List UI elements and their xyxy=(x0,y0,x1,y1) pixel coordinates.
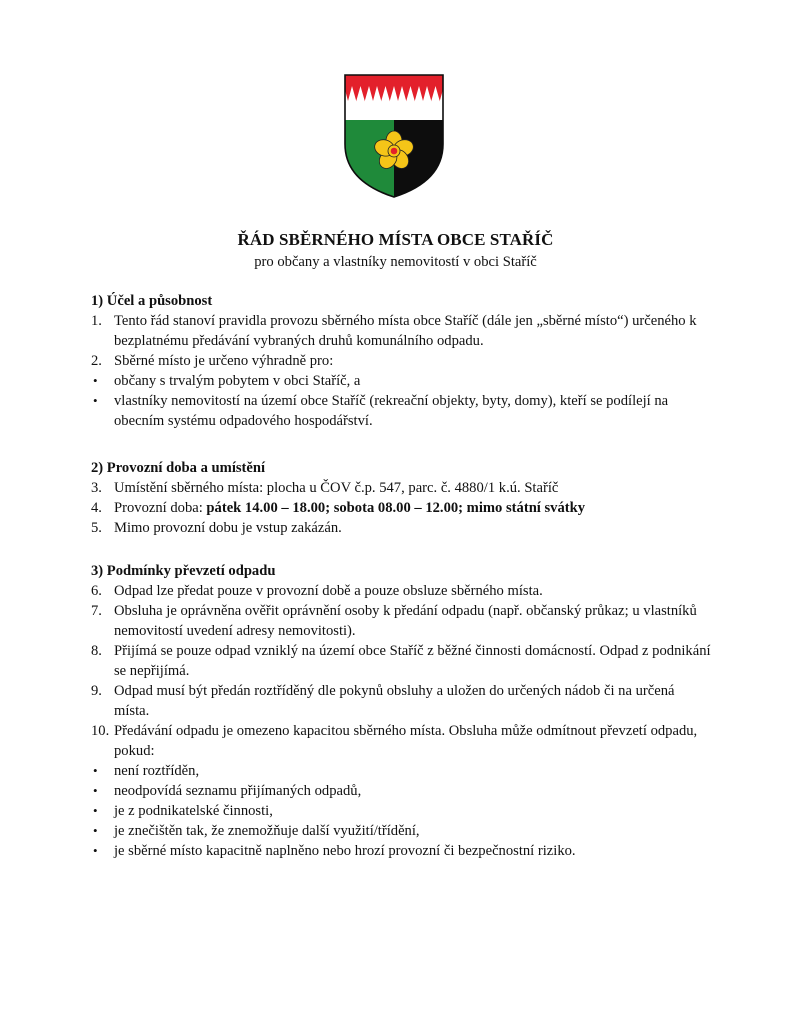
list-marker: 9. xyxy=(91,683,102,699)
list-item xyxy=(91,821,711,841)
list-marker: 4. xyxy=(91,500,102,516)
bullet-icon: • xyxy=(93,763,98,778)
document-title: ŘÁD SBĚRNÉHO MÍSTA OBCE STAŘÍČ xyxy=(237,230,554,249)
list-item xyxy=(91,801,711,821)
list-item-text: Předávání odpadu je omezeno kapacitou sběrného místa. Obsluha může odmítnout převzetí odpadu, pokud: xyxy=(114,723,698,759)
section-conditions xyxy=(91,561,711,861)
section-heading: 1) Účel a působnost xyxy=(91,293,213,309)
coat-of-arms xyxy=(344,74,444,198)
list-item xyxy=(91,601,711,641)
bullet-icon: • xyxy=(93,843,98,858)
list-item xyxy=(91,311,711,351)
list-item xyxy=(91,721,711,761)
list-marker: 3. xyxy=(91,480,102,496)
document-subtitle: pro občany a vlastníky nemovitostí v obci Staříč xyxy=(254,254,537,270)
list-item xyxy=(91,478,711,498)
bullet-icon: • xyxy=(93,783,98,798)
list-item-text: Obsluha je oprávněna ověřit oprávnění osoby k předání odpadu (např. občanský průkaz; u vlastníků nemovitostí uvedení adresy nemovitosti). xyxy=(114,603,697,639)
list-item xyxy=(91,641,711,681)
hours-label: Provozní doba: xyxy=(114,500,207,516)
list-item-text: Odpad musí být předán roztříděný dle pokynů obsluhy a uložen do určených nádob či na určená místa. xyxy=(114,683,675,719)
list-marker: 10. xyxy=(91,723,110,739)
section-purpose xyxy=(91,291,711,431)
list-item-text: vlastníky nemovitostí na území obce Staříč (rekreační objekty, byty, domy), kteří se podílejí na obecním systému odpadového hospodářství. xyxy=(114,393,669,429)
list-item xyxy=(91,761,711,781)
section-heading: 2) Provozní doba a umístění xyxy=(91,460,266,476)
list-item-text: neodpovídá seznamu přijímaných odpadů, xyxy=(114,783,362,799)
list-marker: 2. xyxy=(91,353,102,369)
list-item-text: Umístění sběrného místa: plocha u ČOV č.p. 547, parc. č. 4880/1 k.ú. Staříč xyxy=(114,480,559,496)
list-item-text: je znečištěn tak, že znemožňuje další využití/třídění, xyxy=(114,823,420,839)
list-item-text: občany s trvalým pobytem v obci Staříč, a xyxy=(114,373,361,389)
list-item-text: Přijímá se pouze odpad vzniklý na území obce Staříč z běžné činnosti domácností. Odpad z podnikání se nepřijímá. xyxy=(114,643,711,679)
list-item-text: není roztříděn, xyxy=(114,763,200,779)
hours-value: pátek 14.00 – 18.00; sobota 08.00 – 12.00; mimo státní svátky xyxy=(206,500,586,516)
list-item-text: je sběrné místo kapacitně naplněno nebo hrozí provozní či bezpečnostní riziko. xyxy=(114,843,576,859)
list-item xyxy=(91,581,711,601)
list-item xyxy=(91,518,711,538)
list-marker: 1. xyxy=(91,313,102,329)
list-item-text: Mimo provozní dobu je vstup zakázán. xyxy=(114,520,342,536)
list-item-text: Sběrné místo je určeno výhradně pro: xyxy=(114,353,334,369)
list-marker: 8. xyxy=(91,643,102,659)
list-item-text: Odpad lze předat pouze v provozní době a pouze obsluze sběrného místa. xyxy=(114,583,543,599)
list-item-text: je z podnikatelské činnosti, xyxy=(114,803,273,819)
list-item xyxy=(91,351,711,371)
list-item xyxy=(91,781,711,801)
list-item xyxy=(91,391,711,431)
list-marker: 5. xyxy=(91,520,102,536)
bullet-icon: • xyxy=(93,823,98,838)
list-item xyxy=(91,371,711,391)
list-item-text xyxy=(114,498,711,518)
list-item xyxy=(91,681,711,721)
bullet-icon: • xyxy=(93,393,98,408)
section-heading: 3) Podmínky převzetí odpadu xyxy=(91,563,276,579)
list-item xyxy=(91,841,711,861)
list-marker: 7. xyxy=(91,603,102,619)
list-item-text: Tento řád stanoví pravidla provozu sběrného místa obce Staříč (dále jen „sběrné místo“) určeného k bezplatnému předávání vybraných druhů komunálního odpadu. xyxy=(114,313,697,349)
bullet-icon: • xyxy=(93,803,98,818)
coat-of-arms-icon xyxy=(344,74,444,198)
list-item xyxy=(91,498,711,518)
section-operating-hours xyxy=(91,458,711,538)
bullet-icon: • xyxy=(93,373,98,388)
list-marker: 6. xyxy=(91,583,102,599)
